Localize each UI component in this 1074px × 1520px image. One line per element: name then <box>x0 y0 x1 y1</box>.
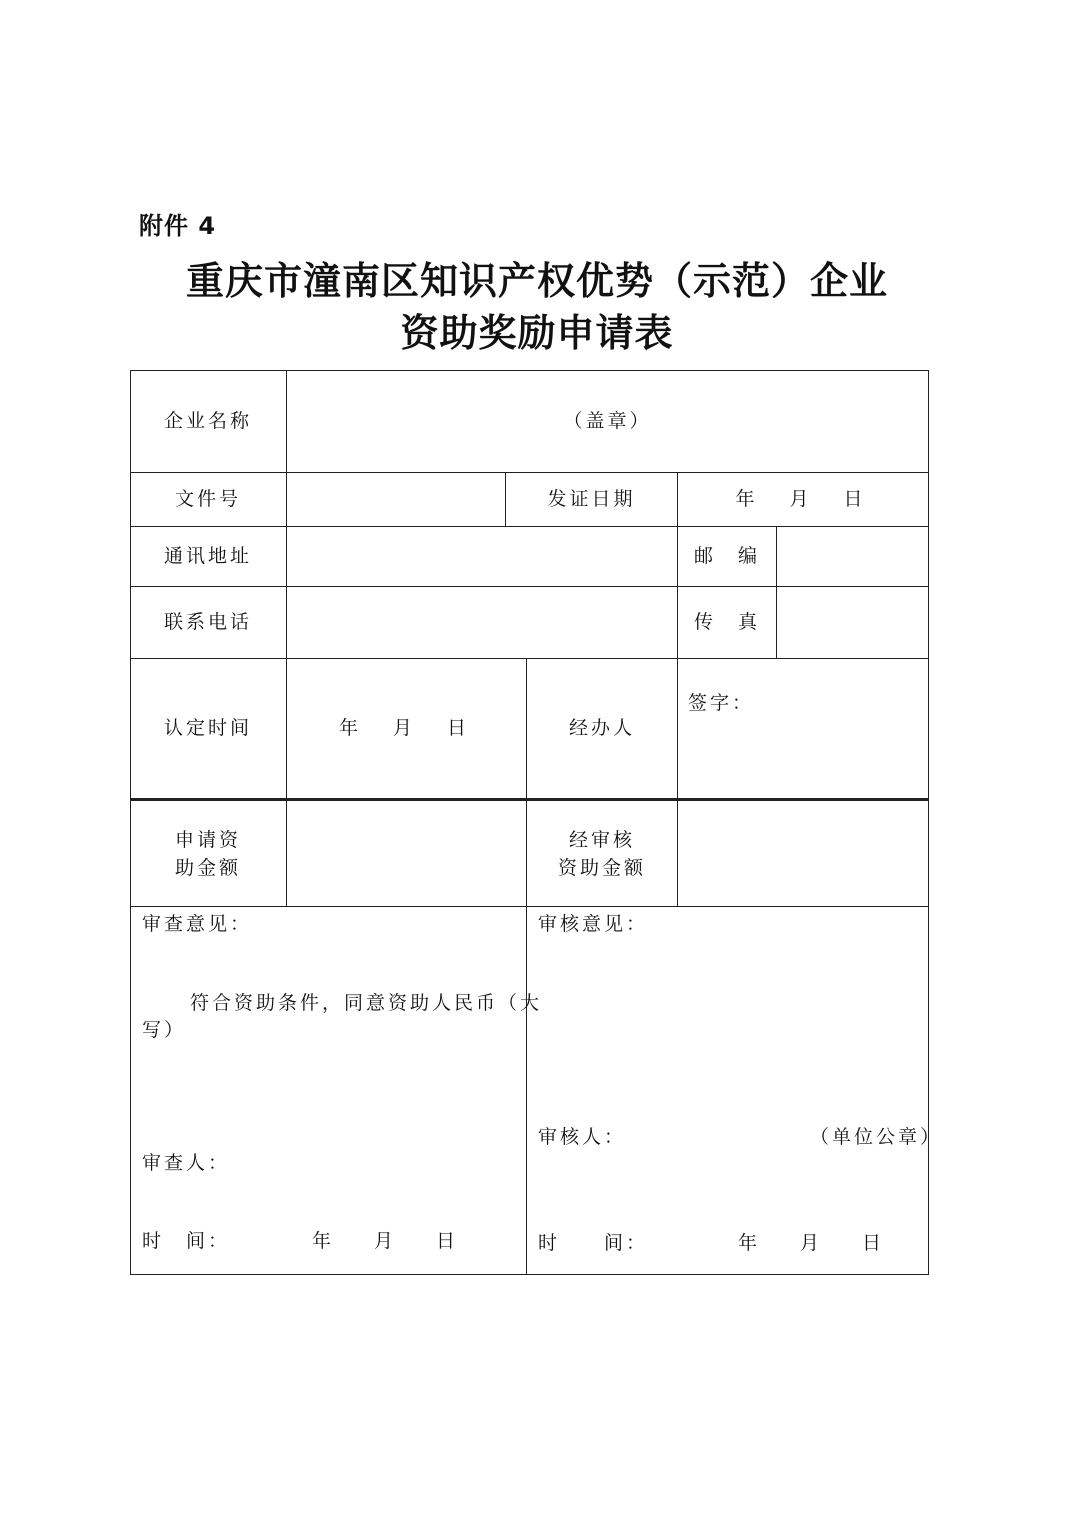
postcode-label: 邮 编 <box>693 545 760 567</box>
doc-number-label: 文件号 <box>174 488 241 510</box>
approved-amount-label-line1: 经审核 <box>568 828 635 851</box>
approved-amount-label-line2: 资助金额 <box>557 856 646 879</box>
approved-amount-label <box>527 801 677 906</box>
review-text-line1: 符合资助条件，同意资助人民币（大 <box>190 992 543 1014</box>
cert-time-label: 认定时间 <box>163 717 252 739</box>
approved-amount-field[interactable] <box>678 801 928 906</box>
row-divider <box>130 906 929 907</box>
form-title-line1: 重庆市潼南区知识产权优势（示范）企业 <box>185 258 888 303</box>
audit-time-label: 时 间： <box>538 1232 649 1254</box>
apply-amount-label-line2: 助金额 <box>174 856 241 879</box>
fax-field[interactable] <box>777 586 928 658</box>
doc-number-field[interactable] <box>287 472 505 526</box>
review-date-field[interactable]: 年 月 日 <box>312 1230 468 1252</box>
handler-label: 经办人 <box>568 717 635 739</box>
table-border-bottom <box>130 1274 929 1275</box>
review-time-label: 时 间： <box>142 1230 231 1252</box>
apply-amount-label-line1: 申请资 <box>174 828 241 851</box>
company-name-field[interactable]: （盖章） <box>563 410 652 432</box>
unit-seal-label: （单位公章） <box>810 1126 943 1148</box>
phone-label: 联系电话 <box>163 611 252 633</box>
reviewer-label: 审查人： <box>142 1152 231 1174</box>
phone-field[interactable] <box>287 586 677 658</box>
audit-date-field[interactable]: 年 月 日 <box>738 1232 894 1254</box>
cert-time-field[interactable]: 年 月 日 <box>338 717 474 739</box>
form-title-line2: 资助奖励申请表 <box>400 310 674 355</box>
issue-date-field[interactable]: 年 月 日 <box>735 488 871 510</box>
fax-label: 传 真 <box>693 611 760 633</box>
apply-amount-field[interactable] <box>287 801 526 906</box>
issue-date-label: 发证日期 <box>547 488 636 510</box>
attachment-label: 附件 4 <box>139 212 217 240</box>
audit-opinion-label: 审核意见： <box>538 913 649 935</box>
application-form-table <box>130 370 943 1275</box>
address-field[interactable] <box>287 526 677 586</box>
address-label: 通讯地址 <box>163 545 252 567</box>
company-name-label: 企业名称 <box>163 410 252 432</box>
signature-label: 签字： <box>688 692 755 714</box>
review-text-line2: 写） <box>142 1019 187 1041</box>
postcode-field[interactable] <box>777 526 928 586</box>
apply-amount-label <box>130 801 286 906</box>
auditor-label: 审核人： <box>538 1126 627 1148</box>
review-opinion-label: 审查意见： <box>142 913 253 935</box>
